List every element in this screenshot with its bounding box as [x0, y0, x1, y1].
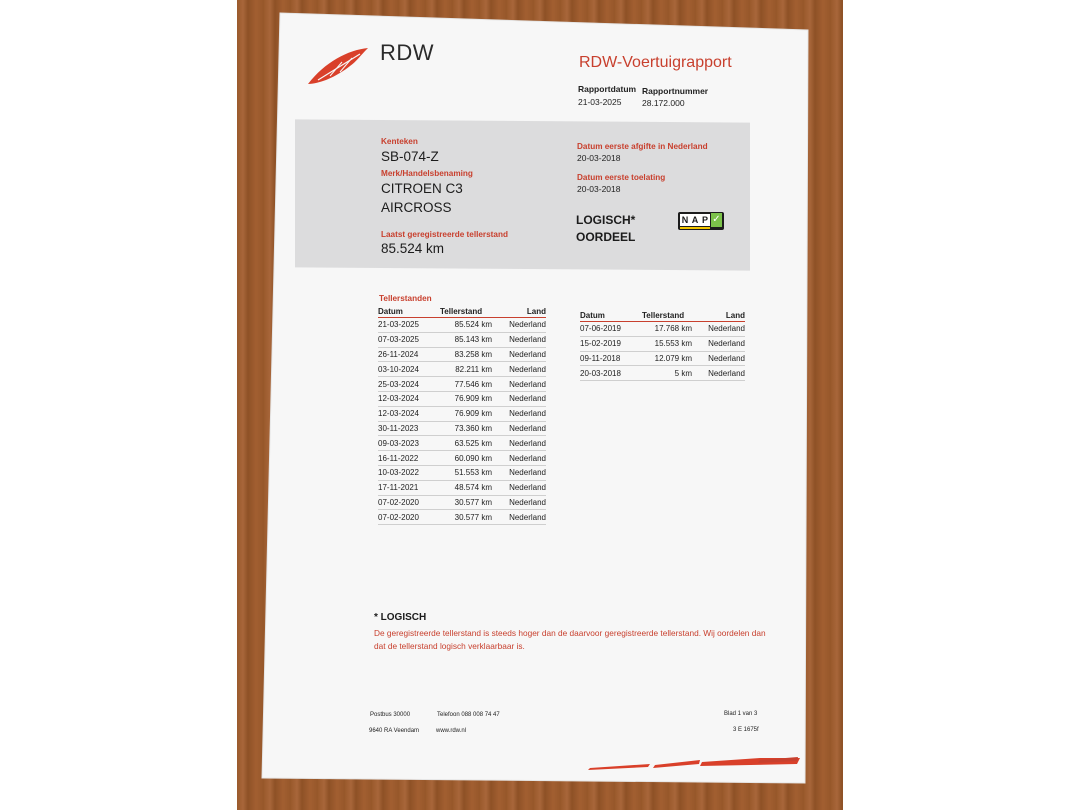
report-date-value: 21-03-2025: [578, 97, 622, 107]
reading-date: 07-06-2019: [580, 322, 642, 337]
reading-date: 03-10-2024: [378, 362, 440, 377]
table-row: [378, 318, 546, 333]
table-row: [378, 495, 546, 510]
reading-country: Nederland: [492, 451, 546, 466]
reading-country: Nederland: [492, 362, 546, 377]
reading-date: 20-03-2018: [580, 366, 642, 381]
table-row: [378, 362, 546, 377]
reading-odometer: 48.574 km: [440, 480, 492, 495]
reading-date: 21-03-2025: [378, 318, 440, 333]
plate-label: Kenteken: [381, 137, 418, 146]
table-row: [378, 421, 546, 436]
reading-odometer: 30.577 km: [440, 510, 492, 525]
nap-badge: [678, 212, 724, 230]
reading-country: Nederland: [492, 406, 546, 421]
footer-city: 9640 RA Veendam: [369, 728, 420, 734]
reading-odometer: 77.546 km: [440, 377, 492, 392]
table-row: [378, 436, 546, 451]
table-header-row: [378, 306, 546, 318]
reading-date: 30-11-2023: [378, 421, 440, 436]
make-label: Merk/Handelsbenaming: [381, 169, 473, 178]
verdict: [576, 212, 635, 246]
footer-doc-code: 3 E 1675f: [733, 727, 759, 733]
first-admission-value: 20-03-2018: [577, 184, 621, 194]
reading-country: Nederland: [492, 495, 546, 510]
reading-date: 07-02-2020: [378, 495, 440, 510]
table-row: [580, 336, 745, 351]
table-row: [378, 332, 546, 347]
verdict-line2: OORDEEL: [576, 230, 636, 244]
plate-value: SB-074-Z: [381, 149, 439, 164]
reading-odometer: 76.909 km: [440, 406, 492, 421]
reading-country: Nederland: [492, 436, 546, 451]
reading-odometer: 83.258 km: [440, 347, 492, 362]
reading-odometer: 12.079 km: [642, 351, 692, 366]
reading-odometer: 63.525 km: [440, 436, 492, 451]
reading-odometer: 30.577 km: [440, 495, 492, 510]
report-title: RDW-Voertuigrapport: [579, 54, 732, 71]
report-number-label: Rapportnummer: [642, 86, 709, 96]
readings-table-right: [580, 310, 745, 381]
table-row: [378, 465, 546, 480]
reading-country: Nederland: [492, 347, 546, 362]
col-odometer-header: Tellerstand: [642, 310, 692, 322]
col-date-header: Datum: [378, 306, 440, 318]
reading-date: 09-11-2018: [580, 351, 642, 366]
brand-name: RDW: [380, 40, 435, 65]
table-row: [580, 351, 745, 366]
odometer-value: 85.524 km: [381, 241, 445, 256]
reading-odometer: 15.553 km: [642, 336, 692, 351]
table-row: [378, 451, 546, 466]
reading-odometer: 85.524 km: [440, 318, 492, 333]
reading-country: Nederland: [692, 322, 745, 337]
note-title: * LOGISCH: [374, 612, 427, 623]
reading-country: Nederland: [492, 480, 546, 495]
reading-date: 26-11-2024: [378, 347, 440, 362]
odometer-label: Laatst geregistreerde tellerstand: [381, 230, 508, 239]
verdict-line1: LOGISCH*: [576, 213, 636, 227]
reading-odometer: 76.909 km: [440, 391, 492, 406]
table-row: [378, 406, 546, 421]
note-line2: dat de tellerstand logisch verklaarbaar is.: [374, 641, 525, 651]
note-line1: De geregistreerde tellerstand is steeds hoger dan de daarvoor geregistreerde tellerstand. Wij oordelen dan: [374, 628, 766, 638]
nap-letter-p: P: [701, 215, 708, 225]
reading-country: Nederland: [492, 318, 546, 333]
nap-underline: [680, 227, 710, 229]
reading-date: 07-02-2020: [378, 510, 440, 525]
readings-table-left: [378, 306, 546, 525]
make-value-line2: AIRCROSS: [381, 200, 452, 215]
reading-country: Nederland: [692, 351, 745, 366]
reading-date: 07-03-2025: [378, 332, 440, 347]
reading-date: 12-03-2024: [378, 391, 440, 406]
readings-section-title: Tellerstanden: [379, 294, 432, 303]
reading-country: Nederland: [492, 377, 546, 392]
table-row: [580, 366, 745, 381]
first-issue-label: Datum eerste afgifte in Nederland: [577, 142, 708, 151]
col-odometer-header: Tellerstand: [440, 306, 492, 318]
table-row: [378, 391, 546, 406]
reading-odometer: 51.553 km: [440, 465, 492, 480]
reading-date: 16-11-2022: [378, 451, 440, 466]
reading-odometer: 60.090 km: [440, 451, 492, 466]
reading-date: 10-03-2022: [378, 465, 440, 480]
reading-odometer: 73.360 km: [440, 421, 492, 436]
table-row: [580, 322, 745, 337]
table-header-row: [580, 310, 745, 322]
table-row: [378, 480, 546, 495]
make-value-line1: CITROEN C3: [381, 181, 463, 196]
col-date-header: Datum: [580, 310, 642, 322]
first-admission-label: Datum eerste toelating: [577, 173, 666, 182]
reading-country: Nederland: [492, 332, 546, 347]
col-country-header: Land: [492, 306, 546, 318]
reading-country: Nederland: [492, 510, 546, 525]
reading-odometer: 5 km: [642, 366, 692, 381]
footer-website: www.rdw.nl: [436, 728, 467, 734]
footer-po-box: Postbus 30000: [370, 712, 411, 718]
report-number-value: 28.172.000: [642, 98, 685, 108]
reading-country: Nederland: [492, 391, 546, 406]
footer-phone: Telefoon 088 008 74 47: [437, 712, 500, 718]
checkmark-icon: ✓: [712, 214, 721, 225]
report-date-label: Rapportdatum: [578, 84, 637, 94]
reading-date: 25-03-2024: [378, 377, 440, 392]
reading-country: Nederland: [492, 465, 546, 480]
reading-date: 17-11-2021: [378, 480, 440, 495]
reading-country: Nederland: [692, 336, 745, 351]
nap-letter-a: A: [691, 215, 699, 225]
reading-odometer: 17.768 km: [642, 322, 692, 337]
first-issue-value: 20-03-2018: [577, 153, 621, 163]
reading-country: Nederland: [492, 421, 546, 436]
reading-odometer: 82.211 km: [440, 362, 492, 377]
reading-date: 09-03-2023: [378, 436, 440, 451]
reading-date: 12-03-2024: [378, 406, 440, 421]
reading-odometer: 85.143 km: [440, 332, 492, 347]
reading-country: Nederland: [692, 366, 745, 381]
col-country-header: Land: [692, 310, 745, 322]
footer-page-number: Blad 1 van 3: [724, 711, 758, 717]
reading-date: 15-02-2019: [580, 336, 642, 351]
table-row: [378, 377, 546, 392]
table-row: [378, 510, 546, 525]
nap-letter-n: N: [681, 215, 689, 225]
table-row: [378, 347, 546, 362]
